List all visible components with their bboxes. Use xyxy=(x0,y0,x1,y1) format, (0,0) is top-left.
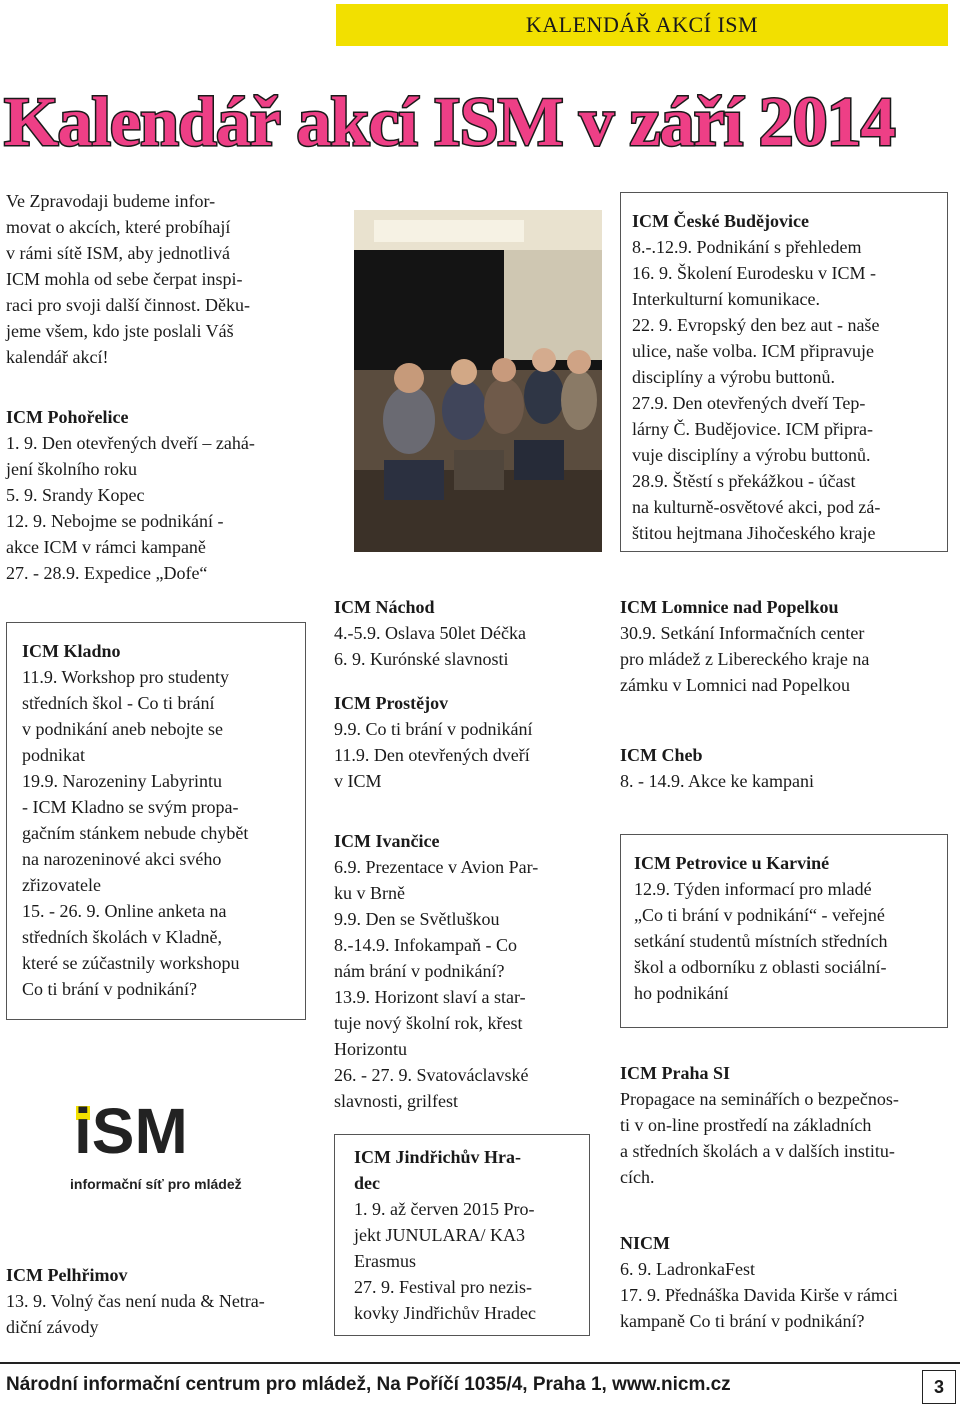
event-line: 11.9. Workshop pro studenty xyxy=(22,667,230,687)
event-line: kampaně Co ti brání v podnikání? xyxy=(620,1311,865,1331)
event-line: 5. 9. Srandy Kopec xyxy=(6,485,145,505)
section-prostejov xyxy=(334,690,604,794)
event-line: 30.9. Setkání Informačních center xyxy=(620,623,865,643)
event-line: zámku v Lomnici nad Popelkou xyxy=(620,675,850,695)
event-line: 6. 9. LadronkaFest xyxy=(620,1259,755,1279)
event-line: jení školního roku xyxy=(6,459,137,479)
section-petrovice xyxy=(634,850,946,1006)
intro-line: ICM mohla od sebe čerpat inspi- xyxy=(6,269,243,289)
event-line: tuje nový školní rok, křest xyxy=(334,1013,523,1033)
event-line: které se zúčastnily workshopu xyxy=(22,953,240,973)
event-line: 4.-5.9. Oslava 50let Déčka xyxy=(334,623,526,643)
event-line: 26. - 27. 9. Svatováclavské xyxy=(334,1065,529,1085)
section-nicm xyxy=(620,1230,952,1334)
event-line: Erasmus xyxy=(354,1251,416,1271)
section-title: ICM Náchod xyxy=(334,597,435,617)
intro-line: raci pro svoji další činnost. Děku- xyxy=(6,295,250,315)
event-line: 1. 9. až červen 2015 Pro- xyxy=(354,1199,535,1219)
section-ivancice xyxy=(334,828,604,1114)
event-line: cích. xyxy=(620,1167,655,1187)
event-line: středních školách v Kladně, xyxy=(22,927,222,947)
event-line: 27.9. Den otevřených dveří Tep- xyxy=(632,393,866,413)
section-title: ICM Cheb xyxy=(620,745,703,765)
event-line: na kulturně-osvětové akci, pod zá- xyxy=(632,497,881,517)
event-line: disciplíny a výrobu buttonů. xyxy=(632,367,835,387)
event-line: na narozeninové akci svého xyxy=(22,849,222,869)
audience-photo-icon xyxy=(354,210,602,552)
event-line: v ICM xyxy=(334,771,382,791)
logo-text: iSM xyxy=(74,1095,188,1167)
event-line: zřizovatele xyxy=(22,875,101,895)
section-praha xyxy=(620,1060,952,1190)
event-line: 15. - 26. 9. Online anketa na xyxy=(22,901,227,921)
event-line: diční závody xyxy=(6,1317,99,1337)
section-title: ICM Ivančice xyxy=(334,831,440,851)
section-header-text: KALENDÁŘ AKCÍ ISM xyxy=(525,12,759,37)
section-lomnice xyxy=(620,594,950,698)
intro-line: v rámi sítě ISM, aby jednotlivá xyxy=(6,243,230,263)
intro-line: jeme všem, kdo jste poslali Váš xyxy=(6,321,234,341)
event-line: Co ti brání v podnikání? xyxy=(22,979,197,999)
event-line: 27. - 28.9. Expedice „Dofe“ xyxy=(6,563,208,583)
section-nachod xyxy=(334,594,604,672)
section-cheb xyxy=(620,742,950,794)
event-line: 22. 9. Evropský den bez aut - naše xyxy=(632,315,880,335)
event-line: 28.9. Štěstí s překážkou - účast xyxy=(632,471,856,491)
intro-line: Ve Zpravodaji budeme infor- xyxy=(6,191,216,211)
event-line: středních škol - Co ti brání xyxy=(22,693,215,713)
event-line: Horizontu xyxy=(334,1039,407,1059)
event-line: ti v on-line prostředí na základních xyxy=(620,1115,872,1135)
section-jindrichuv xyxy=(354,1144,584,1326)
intro-line: kalendář akcí! xyxy=(6,347,109,367)
event-line: 27. 9. Festival pro nezis- xyxy=(354,1277,532,1297)
ism-logo xyxy=(70,1095,250,1196)
intro-line: movat o akcích, které probíhají xyxy=(6,217,231,237)
event-line: 19.9. Narozeniny Labyrintu xyxy=(22,771,222,791)
event-line: pro mládež z Libereckého kraje na xyxy=(620,649,870,669)
event-line: v podnikání aneb nebojte se xyxy=(22,719,223,739)
event-line: - ICM Kladno se svým propa- xyxy=(22,797,239,817)
section-pohorelice xyxy=(6,404,306,586)
event-line: ku v Brně xyxy=(334,883,405,903)
intro-paragraph xyxy=(6,188,306,370)
section-title: ICM Jindřichův Hra- xyxy=(354,1147,522,1167)
event-line: 1. 9. Den otevřených dveří – zahá- xyxy=(6,433,255,453)
event-line: lárny Č. Budějovice. ICM připra- xyxy=(632,419,873,439)
section-title: dec xyxy=(354,1173,380,1193)
event-line: škol a odborníku z oblasti sociální- xyxy=(634,957,887,977)
event-line: jekt JUNULARA/ KA3 xyxy=(354,1225,525,1245)
event-line: 11.9. Den otevřených dveří xyxy=(334,745,530,765)
section-header-bar xyxy=(336,4,948,46)
event-line: a středních školách a v dalších institu- xyxy=(620,1141,895,1161)
event-line: akce ICM v rámci kampaně xyxy=(6,537,206,557)
event-line: 12.9. Týden informací pro mladé xyxy=(634,879,872,899)
section-title: ICM Praha SI xyxy=(620,1063,731,1083)
event-line: 8. - 14.9. Akce ke kampani xyxy=(620,771,814,791)
event-line: vuje disciplíny a výrobu buttonů. xyxy=(632,445,871,465)
event-line: kovky Jindřichův Hradec xyxy=(354,1303,536,1323)
section-title: ICM České Budějovice xyxy=(632,211,809,231)
event-line: 6.9. Prezentace v Avion Par- xyxy=(334,857,539,877)
section-kladno xyxy=(22,638,298,1002)
event-line: 8.-.12.9. Podnikání s přehledem xyxy=(632,237,862,257)
event-line: 9.9. Co ti brání v podnikání xyxy=(334,719,533,739)
event-line: ho podnikání xyxy=(634,983,729,1003)
event-line: 9.9. Den se Světluškou xyxy=(334,909,500,929)
section-title: NICM xyxy=(620,1233,670,1253)
event-line: setkání studentů místních středních xyxy=(634,931,888,951)
footer-text: Národní informační centrum pro mládež, Na Poříčí 1035/4, Praha 1, www.nicm.cz xyxy=(6,1374,731,1395)
page-number: 3 xyxy=(922,1370,956,1404)
section-pelhrimov xyxy=(6,1262,316,1340)
section-title: ICM Petrovice u Karviné xyxy=(634,853,830,873)
event-line: 13.9. Horizont slaví a star- xyxy=(334,987,526,1007)
event-line: štitou hejtmana Jihočeského kraje xyxy=(632,523,876,543)
event-line: 13. 9. Volný čas není nuda & Netra- xyxy=(6,1291,265,1311)
event-line: 17. 9. Přednáška Davida Kirše v rámci xyxy=(620,1285,898,1305)
event-line: gačním stánkem nebude chybět xyxy=(22,823,249,843)
section-title: ICM Lomnice nad Popelkou xyxy=(620,597,839,617)
footer-divider xyxy=(0,1362,960,1364)
event-line: „Co ti brání v podnikání“ - veřejné xyxy=(634,905,885,925)
page-title: Kalendář akcí ISM v září 2014 xyxy=(4,84,895,161)
section-title: ICM Pohořelice xyxy=(6,407,129,427)
event-line: nám brání v podnikání? xyxy=(334,961,505,981)
section-budejovice xyxy=(632,208,944,546)
event-line: podnikat xyxy=(22,745,85,765)
event-line: 8.-14.9. Infokampaň - Co xyxy=(334,935,517,955)
section-title: ICM Kladno xyxy=(22,641,121,661)
section-title: ICM Pelhřimov xyxy=(6,1265,128,1285)
event-line: Propagace na seminářích o bezpečnos- xyxy=(620,1089,899,1109)
event-line: 16. 9. Školení Eurodesku v ICM - xyxy=(632,263,876,283)
logo-tagline: informační síť pro mládež xyxy=(70,1176,242,1192)
event-line: slavnosti, grilfest xyxy=(334,1091,458,1111)
event-line: ulice, naše volba. ICM připravuje xyxy=(632,341,874,361)
event-line: 12. 9. Nebojme se podnikání - xyxy=(6,511,224,531)
event-line: Interkulturní komunikace. xyxy=(632,289,820,309)
event-line: 6. 9. Kurónské slavnosti xyxy=(334,649,509,669)
event-photo xyxy=(354,210,602,552)
section-title: ICM Prostějov xyxy=(334,693,449,713)
